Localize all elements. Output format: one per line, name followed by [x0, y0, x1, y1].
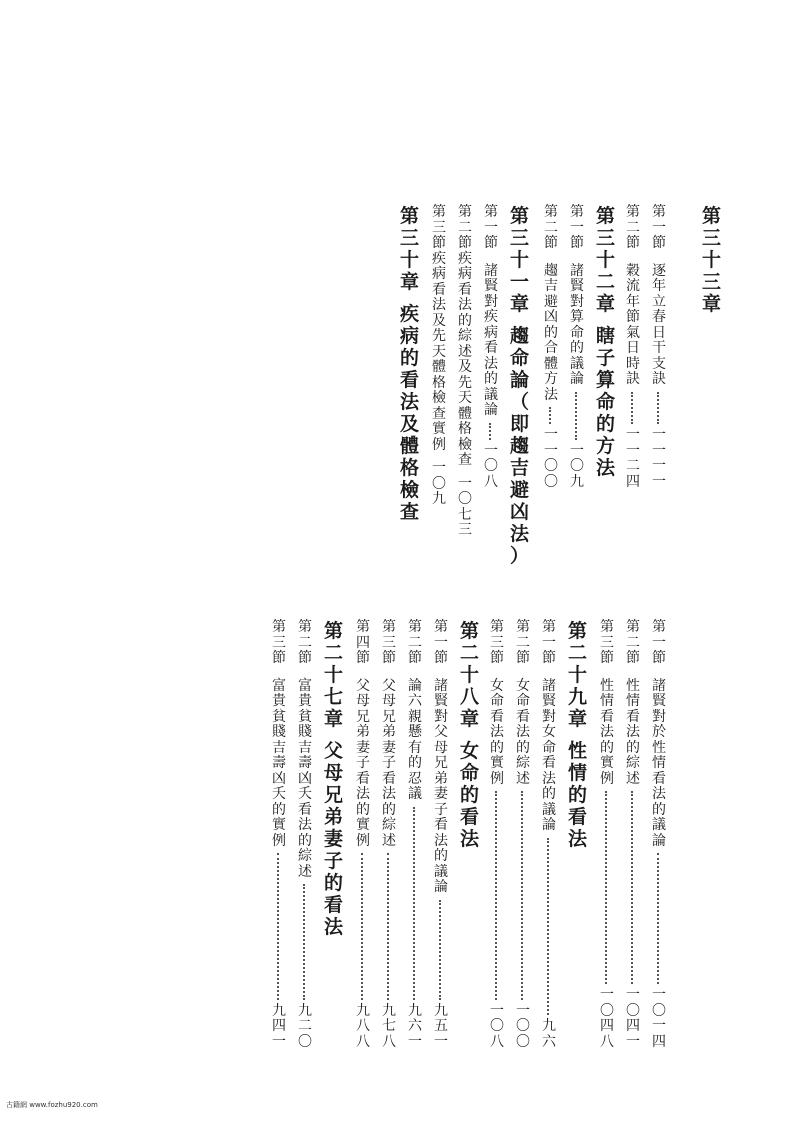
- section-label: 第 二 節: [516, 619, 530, 666]
- page-number: 一 一 一 一: [652, 427, 666, 490]
- section-title: 性 情 看 法 的 實 例: [600, 677, 614, 787]
- toc-entry: [458, 204, 472, 538]
- section-label: 第 四 節: [356, 619, 370, 666]
- leader-dots: [631, 791, 635, 984]
- section-title: 諸 賢 對 算 命 的 議 論: [570, 262, 584, 387]
- section-label: 第 三 節: [490, 619, 504, 666]
- section-title: 父 母 兄 弟 妻 子 看 法 的 實 例: [356, 677, 370, 849]
- section-label: 第 二 節: [626, 204, 640, 251]
- toc-entry: [408, 620, 422, 1050]
- toc-entry: [382, 620, 396, 1050]
- section-label: 第 一 節: [652, 619, 666, 666]
- chapter-number: 第 二 十 九 章: [567, 620, 588, 730]
- page-number: 一 〇 一 四: [652, 987, 666, 1050]
- chapter-title: 瞎 子 算 命 的 方 法: [595, 325, 616, 479]
- chapter-heading: [398, 205, 422, 523]
- chapter-heading: [594, 205, 618, 479]
- section-label: 第 二 節: [458, 204, 472, 251]
- section-title: 疾 病 看 法 的 綜 述 及 先 天 體 格 檢 查: [458, 250, 472, 468]
- chapter-heading: [566, 620, 590, 850]
- section-label: 第 一 節: [542, 619, 556, 666]
- section-title: 性 情 看 法 的 綜 述: [626, 677, 640, 787]
- footer-watermark: 古籍網 www.fozhu920.com: [6, 1101, 98, 1109]
- leader-dots: [547, 838, 551, 1016]
- page-number: 九 五 一: [434, 1002, 448, 1050]
- page-number: 一 一 〇 〇: [544, 427, 558, 490]
- page-number: 九 六: [542, 1018, 556, 1050]
- toc-entry: [432, 204, 446, 507]
- section-label: 第 二 節: [626, 619, 640, 666]
- page-number: 一 〇 四 一: [626, 987, 640, 1050]
- leader-dots: [303, 884, 307, 1000]
- leader-dots: [361, 853, 365, 1000]
- section-title: 富 貴 貧 賤 吉 壽 凶 夭 的 實 例: [272, 677, 286, 849]
- chapter-number: 第 三 十 二 章: [595, 205, 616, 315]
- page-number: 九 七 八: [382, 1002, 396, 1050]
- toc-entry: [484, 205, 498, 490]
- chapter-number: 第 二 十 八 章: [459, 620, 480, 730]
- leader-dots: [657, 853, 661, 984]
- section-title: 父 母 兄 弟 妻 子 看 法 的 綜 述: [382, 677, 396, 849]
- page-number: 一 〇 八: [484, 442, 498, 490]
- section-label: 第 一 節: [652, 204, 666, 251]
- section-label: 第 三 節: [600, 619, 614, 666]
- leader-dots: [657, 392, 661, 425]
- toc-entry: [490, 620, 504, 1050]
- chapter-heading: [458, 620, 482, 850]
- page-number: 九 四 一: [272, 1002, 286, 1050]
- section-label: 第 一 節: [484, 204, 498, 251]
- section-title: 富 貴 貧 賤 吉 壽 凶 夭 看 法 的 綜 述: [298, 677, 312, 880]
- section-title: 女 命 看 法 的 實 例: [490, 677, 504, 787]
- chapter-title: 女 命 的 看 法: [459, 740, 480, 850]
- page-number: 九 六 一: [408, 1002, 422, 1050]
- toc-entry: [356, 620, 370, 1050]
- section-label: 第 一 節: [434, 619, 448, 666]
- leader-dots: [521, 791, 525, 1000]
- toc-entry: [542, 620, 556, 1050]
- toc-entry: [434, 620, 448, 1050]
- leader-dots: [413, 807, 417, 1000]
- page-number: 一 〇 九: [570, 442, 584, 490]
- toc-entry: [544, 205, 558, 490]
- toc-entry: [626, 620, 640, 1050]
- chapter-number: 第 三 十 三 章: [701, 205, 722, 315]
- section-title: 趨 吉 避 凶 的 合 體 方 法: [544, 262, 558, 403]
- toc-entry: [652, 205, 666, 490]
- section-title: 諸 賢 對 女 命 看 法 的 議 論: [542, 677, 556, 833]
- section-label: 第 二 節: [408, 619, 422, 666]
- chapter-heading: [508, 205, 532, 567]
- leader-dots: [495, 791, 499, 1000]
- section-label: 第 三 節: [382, 619, 396, 666]
- toc-entry: [298, 620, 312, 1050]
- toc-entry: [626, 205, 640, 490]
- section-title: 女 命 看 法 的 綜 述: [516, 677, 530, 787]
- toc-entry: [272, 620, 286, 1050]
- section-label: 第 三 節: [272, 619, 286, 666]
- section-title: 諸 賢 對 父 母 兄 弟 妻 子 看 法 的 議 論: [434, 677, 448, 895]
- page-number: 一 〇 七 三: [458, 475, 472, 538]
- chapter-heading: [700, 205, 724, 315]
- section-title: 疾 病 看 法 及 先 天 體 格 檢 查 實 例: [432, 250, 446, 453]
- section-label: 第 二 節: [544, 204, 558, 251]
- chapter-title: 趨 命 論 （ 即 趨 吉 避 凶 法 ）: [509, 325, 530, 567]
- toc-entry: [652, 620, 666, 1050]
- chapter-number: 第 三 十 一 章: [509, 205, 530, 315]
- section-label: 第 二 節: [298, 619, 312, 666]
- leader-dots: [631, 392, 635, 425]
- toc-entry: [516, 620, 530, 1050]
- section-title: 逐 年 立 春 日 干 支 訣: [652, 262, 666, 387]
- section-title: 諸 賢 對 疾 病 看 法 的 議 論: [484, 262, 498, 418]
- chapter-heading: [322, 620, 346, 938]
- chapter-number: 第 三 十 章: [399, 205, 420, 293]
- leader-dots: [387, 853, 391, 1000]
- section-title: 諸 賢 對 於 性 情 看 法 的 議 論: [652, 677, 666, 849]
- section-title: 論 六 親 懸 有 的 忍 議: [408, 677, 422, 802]
- toc-entry: [570, 205, 584, 490]
- page-number: 一 〇 九: [432, 460, 446, 507]
- leader-dots: [549, 407, 553, 424]
- page-number: 九 八 八: [356, 1002, 370, 1050]
- section-title: 穀 流 年 節 氣 日 時 訣: [626, 262, 640, 387]
- chapter-number: 第 二 十 七 章: [323, 620, 344, 730]
- page-number: 一 一 二 四: [626, 427, 640, 490]
- page-number: 一 〇 四 八: [600, 987, 614, 1050]
- leader-dots: [575, 392, 579, 440]
- chapter-title: 疾 病 的 看 法 及 體 格 檢 查: [399, 303, 420, 523]
- section-label: 第 三 節: [432, 204, 446, 251]
- page-number: 九 二 〇: [298, 1002, 312, 1050]
- section-label: 第 一 節: [570, 204, 584, 251]
- leader-dots: [439, 900, 443, 1000]
- page-number: 一 〇 八: [490, 1002, 504, 1050]
- leader-dots: [277, 853, 281, 1000]
- leader-dots: [605, 791, 609, 984]
- chapter-title: 父 母 兄 弟 妻 子 的 看 法: [323, 740, 344, 938]
- page-number: 一 〇 〇: [516, 1002, 530, 1050]
- leader-dots: [489, 423, 493, 440]
- toc-entry: [600, 620, 614, 1050]
- chapter-title: 性 情 的 看 法: [567, 740, 588, 850]
